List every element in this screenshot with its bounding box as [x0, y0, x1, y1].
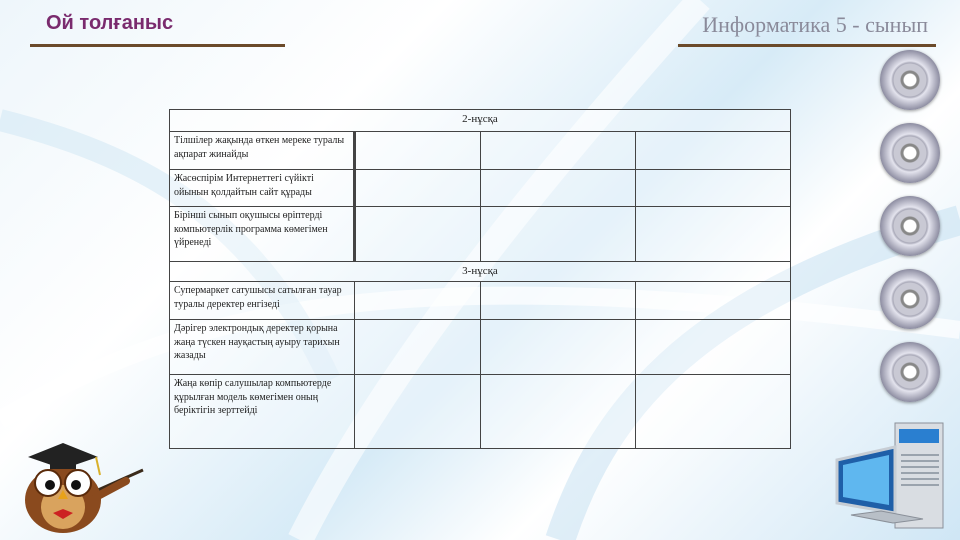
- table-cell-empty[interactable]: [636, 282, 791, 320]
- table-row-label: Тілшілер жақында өткен мереке туралы ақпарат жинайды: [170, 132, 355, 170]
- title-right-underline: [678, 44, 936, 47]
- table-row-label: Дәрігер электрондық деректер қорына жаңа түскен науқастың ауыру тарихын жазады: [170, 320, 355, 375]
- table-cell-empty[interactable]: [354, 207, 480, 262]
- table-cell-empty[interactable]: [354, 375, 480, 449]
- table-cell-empty[interactable]: [480, 207, 636, 262]
- owl-teacher-icon: [8, 435, 148, 535]
- disc-column: [880, 50, 942, 415]
- disc-icon: [880, 196, 940, 256]
- task-table: [169, 109, 791, 449]
- table-cell-empty[interactable]: [480, 375, 636, 449]
- table-cell-empty[interactable]: [480, 320, 636, 375]
- section-2-header: 2-нұсқа: [170, 110, 791, 132]
- disc-icon: [880, 342, 940, 402]
- section-3-header: 3-нұсқа: [170, 262, 791, 282]
- slide-title-right: Информатика 5 - сынып: [702, 12, 928, 37]
- table-cell-empty[interactable]: [354, 170, 480, 207]
- table-cell-empty[interactable]: [636, 170, 791, 207]
- disc-icon: [880, 50, 940, 110]
- table-cell-empty[interactable]: [636, 320, 791, 375]
- table-cell-empty[interactable]: [480, 170, 636, 207]
- slide-title-left: Ой толғаныс: [46, 12, 174, 34]
- table-cell-empty[interactable]: [354, 282, 480, 320]
- table-cell-empty[interactable]: [480, 282, 636, 320]
- table-row-label: Супермаркет сатушысы сатылған тауар туралы деректер енгізеді: [170, 282, 355, 320]
- table-row-label: Бірінші сынып оқушысы өріптерді компьютерлік программа көмегімен үйренеді: [170, 207, 355, 262]
- table-cell-empty[interactable]: [636, 207, 791, 262]
- table-cell-empty[interactable]: [480, 132, 636, 170]
- title-left-underline: [30, 44, 285, 47]
- disc-icon: [880, 123, 940, 183]
- computer-icon: [833, 415, 953, 540]
- table-cell-empty[interactable]: [636, 132, 791, 170]
- table-cell-empty[interactable]: [354, 132, 480, 170]
- table-cell-empty[interactable]: [354, 320, 480, 375]
- disc-icon: [880, 269, 940, 329]
- table-row-label: Жасөспірім Интернеттегі сүйікті ойынын қолдайтын сайт құрады: [170, 170, 355, 207]
- table-cell-empty[interactable]: [636, 375, 791, 449]
- table-row-label: Жаңа көпір салушылар компьютерде құрылған модель көмегімен оның беріктігін зерттейді: [170, 375, 355, 449]
